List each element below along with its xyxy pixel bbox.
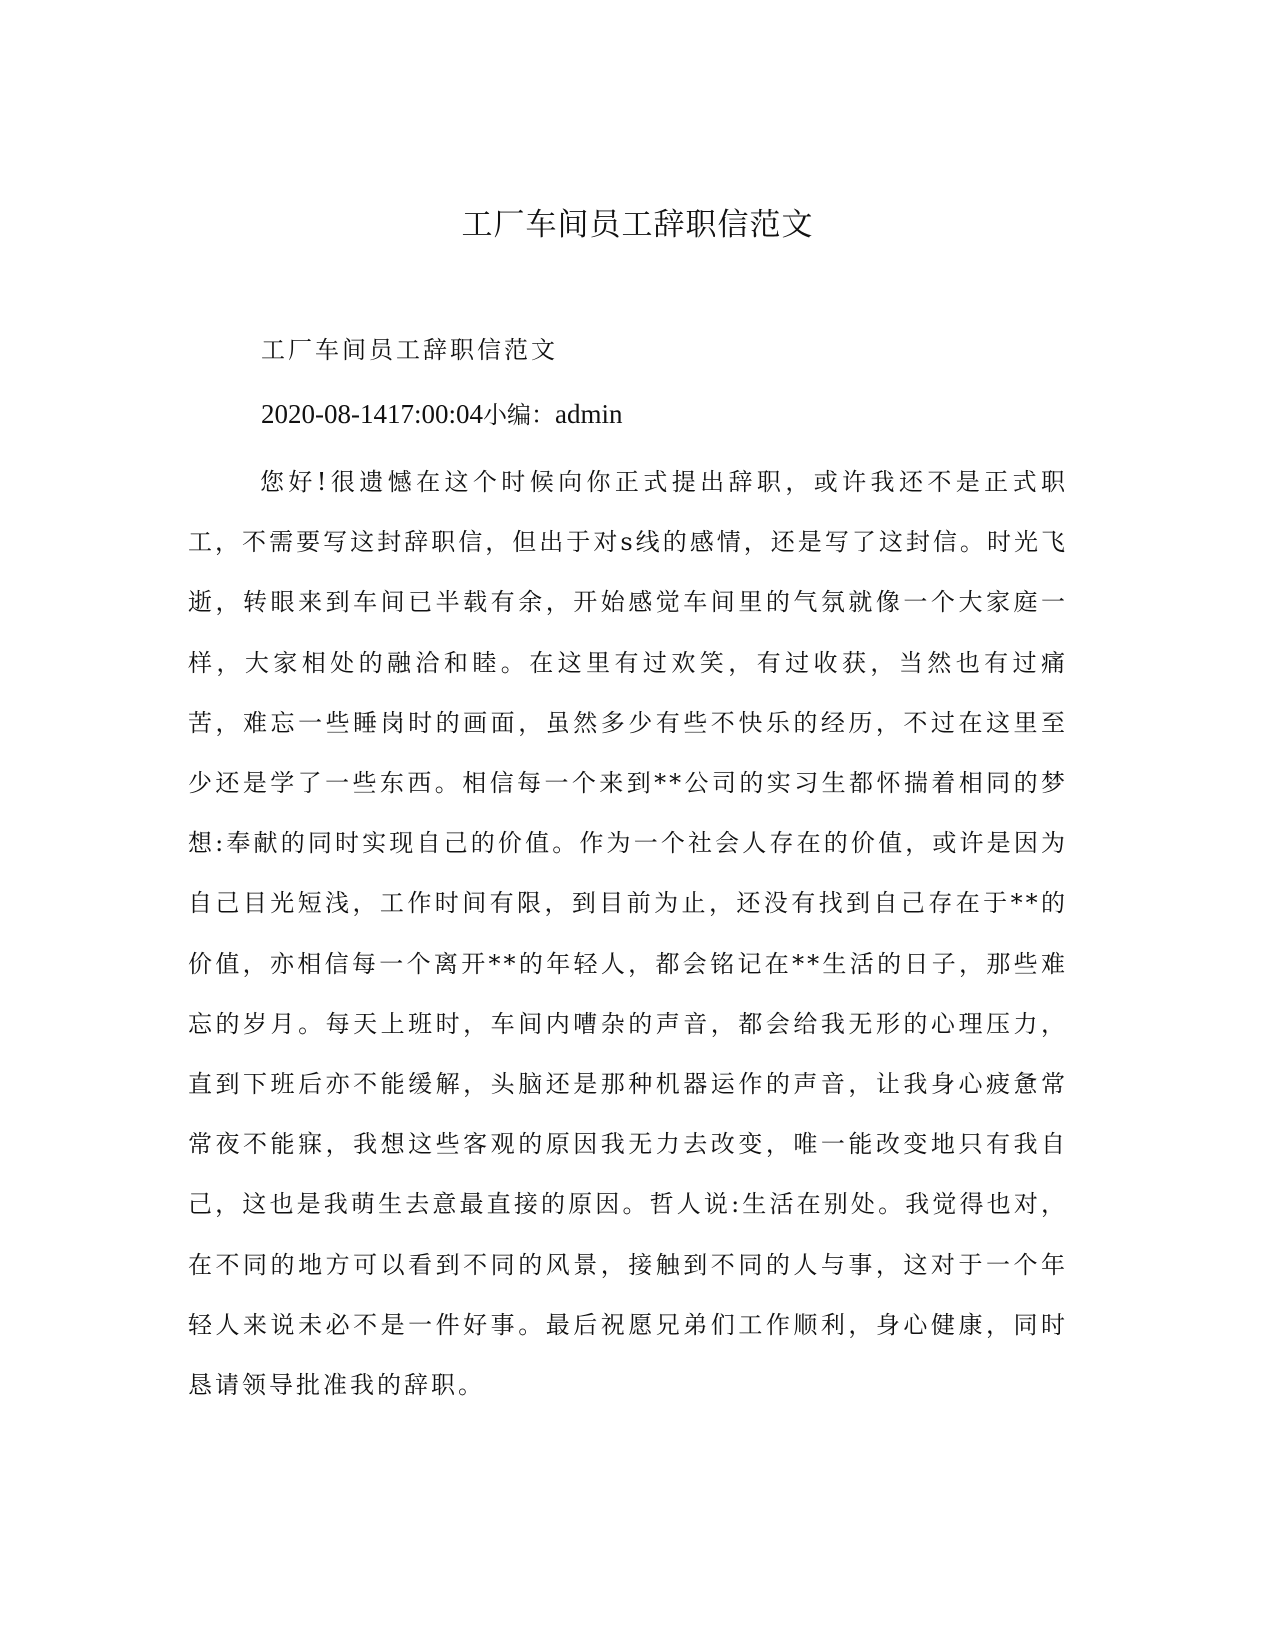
letter-body: 您好!很遗憾在这个时候向你正式提出辞职，或许我还不是正式职工，不需要写这封辞职信，但出于对s线的感情，还是写了这封信。时光飞逝，转眼来到车间已半载有余，开始感觉车间里的气氛就像一个大家庭一样，大家相处的融洽和睦。在这里有过欢笑，有过收获，当然也有过痛苦，难忘一些睡岗时的画面，虽然多少有些不快乐的经历，不过在这里至少还是学了一些东西。相信每一个来到**公司的实习生都怀揣着相同的梦想:奉献的同时实现自己的价值。作为一个社会人存在的价值，或许是因为自己目光短浅，工作时间有限，到目前为止，还没有找到自己存在于**的价值，亦相信每一个离开**的年轻人，都会铭记在**生活的日子，那些难忘的岁月。每天上班时，车间内嘈杂的声音，都会给我无形的心理压力，直到下班后亦不能缓解，头脑还是那种机器运作的声音，让我身心疲惫常常夜不能寐，我想这些客观的原因我无力去改变，唯一能改变地只有我自己，这也是我萌生去意最直接的原因。哲人说:生活在别处。我觉得也对，在不同的地方可以看到不同的风景，接触到不同的人与事，这对于一个年轻人来说未必不是一件好事。最后祝愿兄弟们工作顺利，身心健康，同时恳请领导批准我的辞职。	[188, 468, 1068, 1400]
editor-label: 小编：	[483, 401, 555, 429]
editor-name: admin	[555, 399, 623, 429]
document-meta	[261, 394, 623, 435]
publish-datetime: 2020-08-1417:00:04	[261, 399, 483, 429]
document-title: 工厂车间员工辞职信范文	[461, 207, 814, 243]
document-subtitle: 工厂车间员工辞职信范文	[261, 336, 558, 364]
